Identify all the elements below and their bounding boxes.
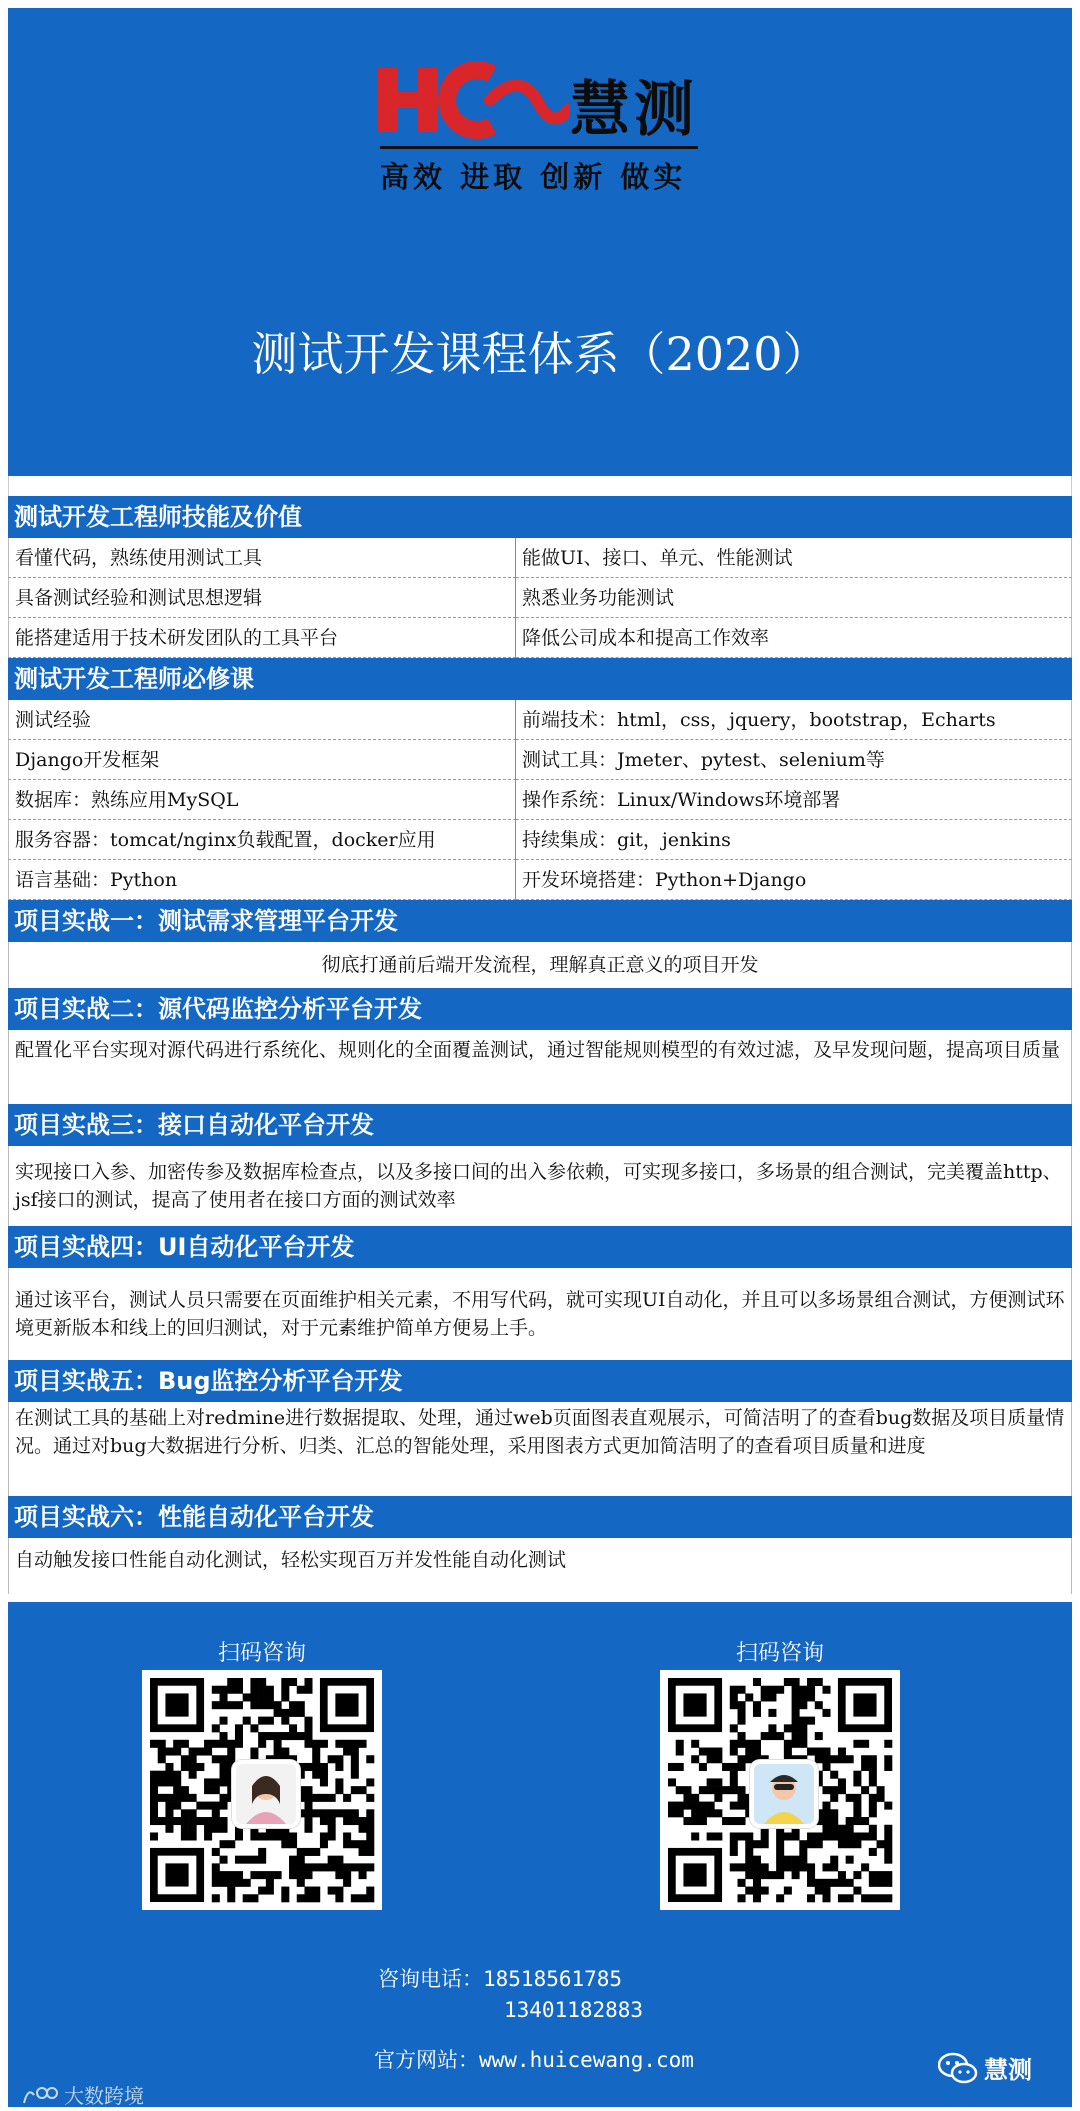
table-cell: 语言基础：Python [8,860,516,900]
watermark-logo-icon [22,2083,58,2107]
brand-logo [370,60,700,194]
website-label: 官方网站： [374,2048,479,2072]
consult-phone [378,1964,643,2026]
table-cell: 操作系统：Linux/Windows环境部署 [516,780,1072,820]
wechat-account [938,2050,1032,2085]
section-heading-project3: 项目实战三：接口自动化平台开发 [8,1104,1072,1146]
avatar [750,1760,818,1828]
avatar [232,1760,300,1828]
project4-description: 通过该平台，测试人员只需要在页面维护相关元素，不用写代码，就可实现UI自动化，并且可以多场景组合测试，方便测试环境更新版本和线上的回归测试，对于元素维护简单方便易上手。 [8,1268,1072,1360]
table-cell: 服务容器：tomcat/nginx负载配置，docker应用 [8,820,516,860]
course-content [8,496,1072,1594]
brand-slogan: 高效 进取 创新 做实 [380,160,687,194]
wechat-icon [938,2051,978,2085]
table-cell: 熟悉业务功能测试 [516,578,1072,618]
official-website [374,2044,694,2074]
table-cell: 降低公司成本和提高工作效率 [516,618,1072,658]
table-cell: Django开发框架 [8,740,516,780]
table-cell: 能做UI、接口、单元、性能测试 [516,538,1072,578]
section-heading-project2: 项目实战二：源代码监控分析平台开发 [8,988,1072,1030]
section-heading-project5: 项目实战五：Bug监控分析平台开发 [8,1360,1072,1402]
phone-label: 咨询电话： [378,1967,483,1991]
table-cell: 测试工具：Jmeter、pytest、selenium等 [516,740,1072,780]
person-icon [754,1764,814,1824]
hc-logo-icon [370,60,570,140]
section-heading-project4: 项目实战四：UI自动化平台开发 [8,1226,1072,1268]
website-link[interactable]: www.huicewang.com [479,2048,694,2072]
section-heading-courses: 测试开发工程师必修课 [8,658,1072,700]
wechat-name: 慧测 [984,2056,1032,2084]
phone-number[interactable]: 13401182883 [504,1998,644,2022]
section-heading-skills: 测试开发工程师技能及价值 [8,496,1072,538]
project6-description: 自动触发接口性能自动化测试，轻松实现百万并发性能自动化测试 [8,1538,1072,1594]
qr-code-left[interactable] [142,1670,382,1910]
person-icon [236,1764,296,1824]
table-cell: 前端技术：html，css，jquery，bootstrap，Echarts [516,700,1072,740]
table-cell: 具备测试经验和测试思想逻辑 [8,578,516,618]
project1-description: 彻底打通前后端开发流程，理解真正意义的项目开发 [8,942,1072,988]
table-cell: 测试经验 [8,700,516,740]
contact-footer [8,1602,1072,2107]
phone-number[interactable]: 18518561785 [483,1967,623,1991]
watermark [22,2080,144,2109]
table-cell: 数据库：熟练应用MySQL [8,780,516,820]
hero-banner [8,8,1072,476]
skills-table [8,538,1072,658]
table-cell: 能搭建适用于技术研发团队的工具平台 [8,618,516,658]
page-title: 测试开发课程体系（2020） [251,327,829,381]
qr-right-label: 扫码咨询 [735,1641,824,1666]
qr-left-label: 扫码咨询 [217,1641,306,1666]
project3-description: 实现接口入参、加密传参及数据库检查点，以及多接口间的出入参依赖，可实现多接口，多场景的组合测试，完美覆盖http、jsf接口的测试，提高了使用者在接口方面的测试效率 [8,1146,1072,1226]
table-cell: 看懂代码，熟练使用测试工具 [8,538,516,578]
section-heading-project6: 项目实战六：性能自动化平台开发 [8,1496,1072,1538]
brand-name: 慧测 [570,75,698,145]
spacer [8,476,1072,496]
project5-description: 在测试工具的基础上对redmine进行数据提取、处理，通过web页面图表直观展示，可简洁明了的查看bug数据及项目质量情况。通过对bug大数据进行分析、归类、汇总的智能处理，采用图表方式更加简洁明了的查看项目质量和进度 [8,1402,1072,1496]
section-heading-project1: 项目实战一：测试需求管理平台开发 [8,900,1072,942]
qr-code-right[interactable] [660,1670,900,1910]
watermark-text: 大数跨境 [64,2084,144,2108]
table-cell: 开发环境搭建：Python+Django [516,860,1072,900]
project2-description: 配置化平台实现对源代码进行系统化、规则化的全面覆盖测试，通过智能规则模型的有效过滤，及早发现问题，提高项目质量 [8,1030,1072,1104]
table-cell: 持续集成：git，jenkins [516,820,1072,860]
courses-table [8,700,1072,900]
logo-divider [380,146,698,149]
